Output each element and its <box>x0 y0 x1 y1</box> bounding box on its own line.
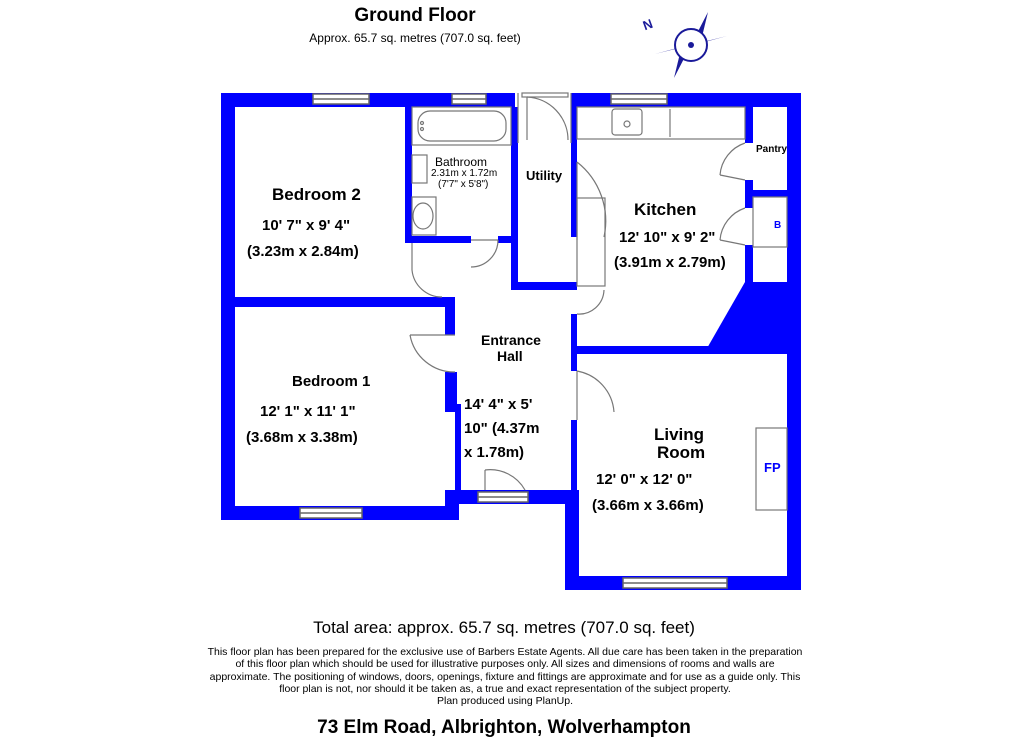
floor-title: Ground Floor <box>354 5 476 26</box>
bedroom2-name: Bedroom 2 <box>272 185 361 204</box>
kitchen-name: Kitchen <box>634 200 697 219</box>
bedroom2-dim-metric: (3.23m x 2.84m) <box>247 243 359 260</box>
entrance-hall-dim-line3: x 1.78m) <box>464 444 525 461</box>
fireplace-label: FP <box>764 460 781 475</box>
entrance-hall-dim-line1: 14' 4" x 5' <box>464 396 533 413</box>
pantry-name: Pantry <box>756 144 788 155</box>
boiler-label: B <box>774 220 782 231</box>
entrance-hall-name-line1: Entrance <box>481 332 541 348</box>
floor-subtitle: Approx. 65.7 sq. metres (707.0 sq. feet) <box>309 31 521 45</box>
disclaimer <box>150 646 860 707</box>
bedroom1-dim-metric: (3.68m x 3.38m) <box>246 429 358 446</box>
disclaimer-line: Plan produced using PlanUp. <box>436 695 573 708</box>
entrance-hall-name-line2: Hall <box>497 348 523 364</box>
utility-name: Utility <box>526 168 563 183</box>
toilet-basin <box>412 155 436 235</box>
disclaimer-line: approximate. The positioning of windows, doors, openings, fixture and fittings are approximate and for use as a guide only. This <box>209 670 801 683</box>
compass-north-label: N <box>640 15 655 34</box>
total-area: Total area: approx. 65.7 sq. metres (707.0 sq. feet) <box>313 618 695 637</box>
bathroom-dim-imperial: (7'7" x 5'8") <box>438 179 489 190</box>
living-room-dim-imperial: 12' 0" x 12' 0" <box>596 471 693 488</box>
living-room-name-line2: Room <box>657 443 706 462</box>
disclaimer-line: of this floor plan which should be used for illustrative purposes only. All sizes and dimensions of rooms and walls are <box>235 658 775 671</box>
bathtub <box>412 107 511 145</box>
disclaimer-line: floor plan is not, nor should it be taken as, a true and exact representation of the subject property. <box>279 682 731 695</box>
kitchen-dim-metric: (3.91m x 2.79m) <box>614 254 726 271</box>
entrance-hall-dim-line2: 10" (4.37m <box>464 420 540 437</box>
bedroom1-dim-imperial: 12' 1" x 11' 1" <box>260 403 356 420</box>
kitchen-dim-imperial: 12' 10" x 9' 2" <box>619 229 716 246</box>
living-room-dim-metric: (3.66m x 3.66m) <box>592 497 704 514</box>
bathroom-dim-metric: 2.31m x 1.72m <box>431 168 498 179</box>
bedroom2-dim-imperial: 10' 7" x 9' 4" <box>262 217 351 234</box>
property-address: 73 Elm Road, Albrighton, Wolverhampton <box>317 717 691 738</box>
disclaimer-line: This floor plan has been prepared for the exclusive use of Barbers Estate Agents. All due care has been taken in the preparation <box>207 646 803 658</box>
bedroom1-name: Bedroom 1 <box>292 373 371 390</box>
living-room-name-line1: Living <box>654 425 705 444</box>
bathroom-name: Bathroom <box>435 155 488 169</box>
